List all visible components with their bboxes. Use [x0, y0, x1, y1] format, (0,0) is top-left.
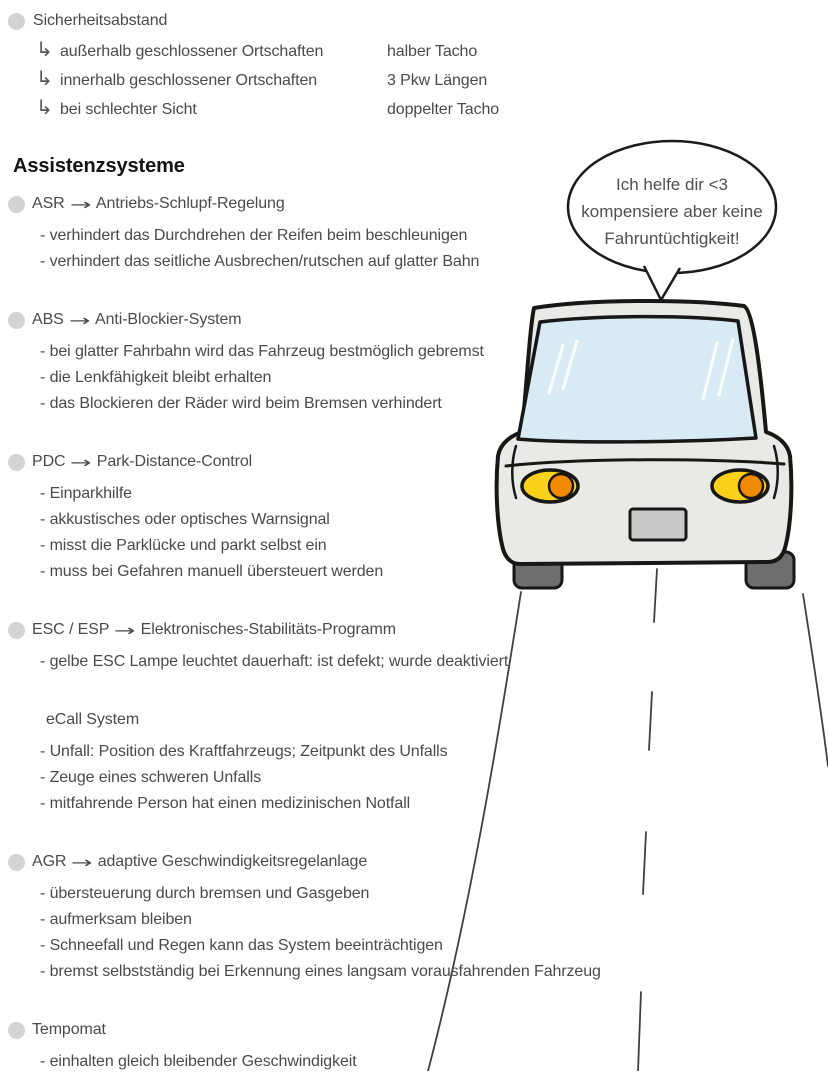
- system-abbreviation: ABS: [32, 311, 64, 328]
- system-name: Antriebs-Schlupf-Regelung: [95, 195, 285, 212]
- branch-arrow-icon: ↳: [36, 95, 53, 119]
- bullet-icon: [8, 454, 25, 471]
- system-name: Park-Distance-Control: [96, 453, 253, 470]
- safety-row-value: halber Tacho: [387, 42, 478, 60]
- safety-rows: [8, 37, 828, 124]
- section-esc-esp: [8, 619, 828, 675]
- arrow-right-icon: →: [69, 194, 91, 214]
- bullet-icon: [8, 1022, 25, 1039]
- note-item: - bei glatter Fahrbahn wird das Fahrzeug bestmöglich gebremst: [40, 343, 484, 360]
- note-item: - Unfall: Position des Kraftfahrzeugs; Zeitpunkt des Unfalls: [40, 743, 448, 760]
- esc-header: [8, 619, 828, 641]
- arrow-right-icon: →: [114, 620, 136, 640]
- safety-row: [8, 66, 828, 95]
- system-name: eCall System: [46, 711, 140, 728]
- safety-row-label: innerhalb geschlossener Ortschaften: [60, 71, 318, 89]
- section-tempomat: [8, 1019, 828, 1075]
- safety-title: Sicherheitsabstand: [33, 12, 168, 29]
- bullet-icon: [8, 312, 25, 329]
- note-item: - verhindert das seitliche Ausbrechen/rutschen auf glatter Bahn: [40, 253, 480, 270]
- note-item: - mitfahrende Person hat einen medizinischen Notfall: [40, 795, 411, 812]
- bubble-line-2: kompensiere aber keine: [581, 202, 763, 221]
- section-asr: [8, 193, 828, 275]
- section-pdc: [8, 451, 828, 585]
- note-item: - das Blockieren der Räder wird beim Bremsen verhindert: [40, 395, 442, 412]
- system-abbreviation: ASR: [32, 195, 65, 212]
- section-abs: [8, 309, 828, 417]
- safety-row-label: außerhalb geschlossener Ortschaften: [60, 42, 324, 60]
- note-item: - bremst selbstständig bei Erkennung eines langsam vorausfahrenden Fahrzeug: [40, 963, 601, 980]
- bubble-line-1: Ich helfe dir <3: [616, 175, 728, 194]
- safety-title-row: [8, 10, 828, 32]
- note-item: - gelbe ESC Lampe leuchtet dauerhaft: ist defekt; wurde deaktiviert: [40, 653, 509, 670]
- note-item: - die Lenkfähigkeit bleibt erhalten: [40, 369, 272, 386]
- system-abbreviation: ESC / ESP: [32, 621, 110, 638]
- note-item: - aufmerksam bleiben: [40, 911, 192, 928]
- bubble-line-3: Fahruntüchtigkeit!: [604, 229, 740, 248]
- system-name: Anti-Blockier-System: [95, 311, 242, 328]
- tempomat-header: [8, 1019, 828, 1041]
- agr-items: [40, 881, 828, 985]
- branch-arrow-icon: ↳: [36, 37, 53, 61]
- safety-row: [8, 37, 828, 66]
- safety-row: [8, 95, 828, 124]
- note-item: - einhalten gleich bleibender Geschwindigkeit: [40, 1053, 357, 1070]
- pdc-items: [40, 481, 828, 585]
- note-item: - verhindert das Durchdrehen der Reifen beim beschleunigen: [40, 227, 468, 244]
- system-abbreviation: AGR: [32, 853, 67, 870]
- bullet-icon: [8, 196, 25, 213]
- bullet-icon: [8, 854, 25, 871]
- note-item: - muss bei Gefahren manuell übersteuert werden: [40, 563, 384, 580]
- section-sicherheitsabstand: [8, 10, 828, 124]
- system-name: adaptive Geschwindigkeitsregelanlage: [97, 853, 368, 870]
- system-name: Tempomat: [32, 1021, 106, 1038]
- pdc-header: [8, 451, 828, 473]
- note-item: - akkustisches oder optisches Warnsignal: [40, 511, 330, 528]
- agr-header: [8, 851, 828, 873]
- ecall-items: [40, 739, 828, 817]
- abs-items: [40, 339, 828, 417]
- note-item: - Einparkhilfe: [40, 485, 132, 502]
- note-item: - misst die Parklücke und parkt selbst ein: [40, 537, 327, 554]
- section-agr: [8, 851, 828, 985]
- ecall-title-row: [46, 709, 828, 731]
- asr-header: [8, 193, 828, 215]
- note-item: - Schneefall und Regen kann das System beeinträchtigen: [40, 937, 443, 954]
- abs-header: [8, 309, 828, 331]
- arrow-right-icon: →: [71, 852, 93, 872]
- note-item: - Zeuge eines schweren Unfalls: [40, 769, 262, 786]
- arrow-right-icon: →: [68, 310, 91, 330]
- note-item: - übersteuerung durch bremsen und Gasgeben: [40, 885, 370, 902]
- safety-row-value: doppelter Tacho: [387, 100, 500, 118]
- safety-row-value: 3 Pkw Längen: [387, 71, 488, 89]
- section-ecall: [8, 709, 828, 817]
- system-name: Elektronisches-Stabilitäts-Programm: [140, 621, 396, 638]
- branch-arrow-icon: ↳: [36, 66, 53, 90]
- asr-items: [40, 223, 828, 275]
- esc-items: [40, 649, 828, 675]
- arrow-right-icon: →: [70, 452, 92, 472]
- bullet-icon: [8, 13, 25, 30]
- bullet-icon: [8, 622, 25, 639]
- tempomat-items: [40, 1049, 828, 1075]
- safety-row-label: bei schlechter Sicht: [60, 100, 197, 118]
- page-heading: Assistenzsysteme: [13, 155, 185, 177]
- system-abbreviation: PDC: [32, 453, 66, 470]
